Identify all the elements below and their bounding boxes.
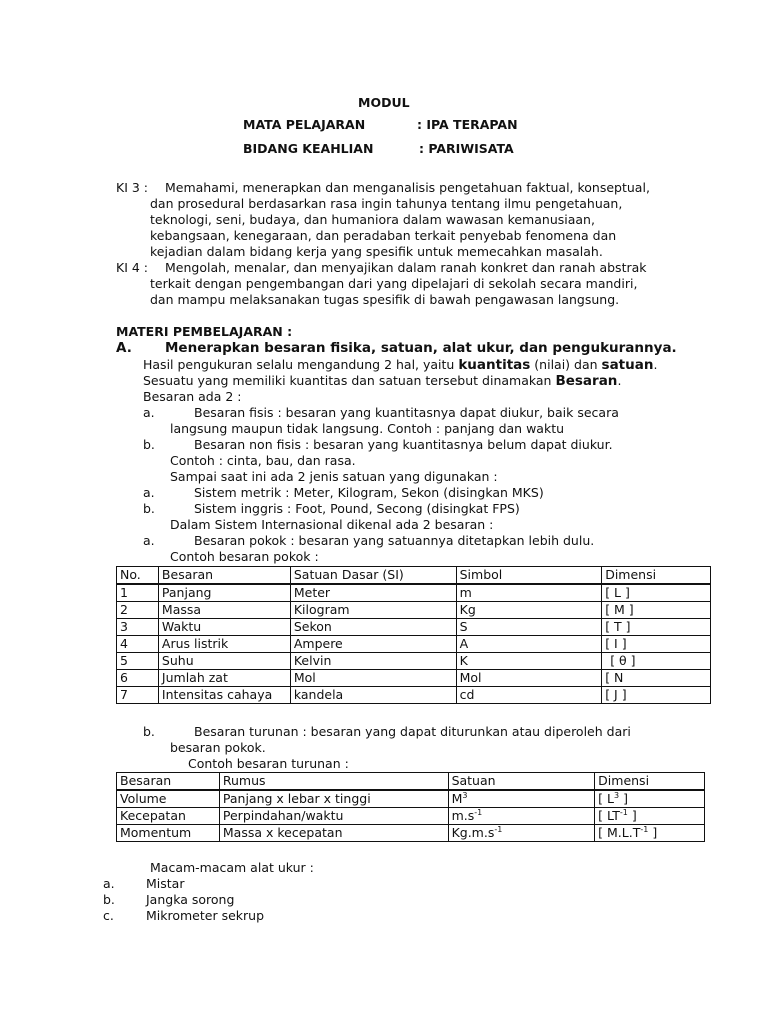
table-row <box>117 653 711 670</box>
table-row <box>117 636 711 653</box>
table-cell: Jumlah zat <box>158 670 290 687</box>
dim-close: ] <box>619 791 628 806</box>
table-cell: Volume <box>117 790 220 808</box>
table-cell <box>448 790 595 808</box>
table-row <box>117 584 711 602</box>
ki3-line: kejadian dalam bidang kerja yang spesifik untuk memecahkan masalah. <box>150 244 603 259</box>
table-cell: 7 <box>117 687 159 704</box>
unit-base: m.s <box>451 808 475 823</box>
ki4-label: KI 4 : <box>116 260 148 275</box>
dim-base: [ L <box>598 791 614 806</box>
pokok-example-label: Contoh besaran pokok : <box>170 549 319 564</box>
unit-exponent: 3 <box>462 791 468 800</box>
besaran-fisis: Besaran fisis : besaran yang kuantitasnya dapat diukur, baik secara <box>194 405 619 420</box>
dim-base: [ M.L.T <box>598 825 641 840</box>
list-label: a. <box>103 876 115 891</box>
table-cell: Mol <box>290 670 456 687</box>
subject-value: : IPA TERAPAN <box>417 117 518 132</box>
table-cell: A <box>456 636 602 653</box>
header-cell: No. <box>117 567 159 585</box>
field-value: : PARIWISATA <box>419 141 514 156</box>
alat-ukur-item: Jangka sorong <box>146 892 235 907</box>
alat-ukur-item: Mikrometer sekrup <box>146 908 265 923</box>
ki3-line: teknologi, seni, budaya, dan humaniora dalam wawasan kemanusiaan, <box>150 212 595 227</box>
table-cell: m <box>456 584 602 602</box>
besaran-non-fisis-cont: Contoh : cinta, bau, dan rasa. <box>170 453 356 468</box>
table-cell: [ M ] <box>602 602 711 619</box>
table-cell: [ L ] <box>602 584 711 602</box>
table-cell: Suhu <box>158 653 290 670</box>
ki4-line: terkait dengan pengembangan dari yang dipelajari di sekolah secara mandiri, <box>150 276 638 291</box>
ki3-line: dan prosedural berdasarkan rasa ingin tahunya tentang ilmu pengetahuan, <box>150 196 623 211</box>
header-cell: Rumus <box>219 773 448 791</box>
besaran-pokok-table <box>116 566 711 704</box>
unit-exponent: -1 <box>474 808 483 817</box>
materi-heading: MATERI PEMBELAJARAN : <box>116 324 293 339</box>
table-cell: 5 <box>117 653 159 670</box>
table-cell: Massa <box>158 602 290 619</box>
table-cell: Arus listrik <box>158 636 290 653</box>
module-title: MODUL <box>358 95 410 110</box>
field-label: BIDANG KEAHLIAN <box>243 141 374 156</box>
table-cell: [ I ] <box>602 636 711 653</box>
header-cell: Satuan <box>448 773 595 791</box>
list-label: b. <box>103 892 115 907</box>
table-cell: Meter <box>290 584 456 602</box>
table-cell <box>448 808 595 825</box>
table-cell <box>595 808 705 825</box>
besaran-non-fisis: Besaran non fisis : besaran yang kuantitasnya belum dapat diukur. <box>194 437 613 452</box>
besaran-ada-2: Besaran ada 2 : <box>143 389 242 404</box>
unit-base: Kg.m.s <box>451 825 495 840</box>
table-cell: Massa x kecepatan <box>219 825 448 842</box>
unit-exponent: -1 <box>494 825 503 834</box>
table-row <box>117 687 711 704</box>
turunan-example-label: Contoh besaran turunan : <box>188 756 349 771</box>
table-cell: 2 <box>117 602 159 619</box>
besaran-turunan: Besaran turunan : besaran yang dapat diturunkan atau diperoleh dari <box>194 724 631 739</box>
table-cell <box>595 825 705 842</box>
term-kuantitas: kuantitas <box>458 357 531 373</box>
header-cell: Besaran <box>117 773 220 791</box>
table-cell: Momentum <box>117 825 220 842</box>
ki4-line: Mengolah, menalar, dan menyajikan dalam ranah konkret dan ranah abstrak <box>165 260 647 275</box>
table-cell: [ θ ] <box>602 653 711 670</box>
dim-base: [ LT <box>598 808 620 823</box>
alat-ukur-item: Mistar <box>146 876 185 891</box>
list-label: b. <box>143 437 155 452</box>
table-row <box>117 808 705 825</box>
table-cell: Panjang <box>158 584 290 602</box>
list-label: b. <box>143 501 155 516</box>
table-header-row <box>117 773 705 791</box>
ki3-label: KI 3 : <box>116 180 148 195</box>
table-row <box>117 670 711 687</box>
header-cell: Simbol <box>456 567 602 585</box>
text: . <box>653 357 658 372</box>
term-satuan: satuan <box>601 357 654 373</box>
table-header-row <box>117 567 711 585</box>
text: Sesuatu yang memiliki kuantitas dan satuan tersebut dinamakan <box>143 373 556 388</box>
table-cell: Kecepatan <box>117 808 220 825</box>
list-label: a. <box>143 405 155 420</box>
table-cell: Kg <box>456 602 602 619</box>
dim-close: ] <box>648 825 658 840</box>
ki3-line: Memahami, menerapkan dan menganalisis pengetahuan faktual, konseptual, <box>165 180 650 195</box>
list-label: b. <box>143 724 155 739</box>
sistem-metrik: Sistem metrik : Meter, Kilogram, Sekon (disingkan MKS) <box>194 485 544 500</box>
table-cell: 6 <box>117 670 159 687</box>
paragraph-hasil-pengukuran <box>143 357 657 373</box>
table-cell: Mol <box>456 670 602 687</box>
table-cell: Perpindahan/waktu <box>219 808 448 825</box>
table-cell: Ampere <box>290 636 456 653</box>
table-row <box>117 790 705 808</box>
table-cell: Kelvin <box>290 653 456 670</box>
term-besaran: Besaran <box>555 373 618 389</box>
table-cell: 1 <box>117 584 159 602</box>
ki4-line: dan mampu melaksanakan tugas spesifik di bawah pengawasan langsung. <box>150 292 620 307</box>
section-a-label: A. <box>116 340 132 356</box>
besaran-turunan-cont: besaran pokok. <box>170 740 266 755</box>
table-cell: 3 <box>117 619 159 636</box>
alat-ukur-intro: Macam-macam alat ukur : <box>150 860 314 875</box>
dim-exponent: -1 <box>640 825 649 834</box>
besaran-turunan-table <box>116 772 705 842</box>
table-cell: cd <box>456 687 602 704</box>
table-row <box>117 602 711 619</box>
table-cell: S <box>456 619 602 636</box>
sistem-inggris: Sistem inggris : Foot, Pound, Secong (disingkat FPS) <box>194 501 520 516</box>
header-cell: Besaran <box>158 567 290 585</box>
table-cell: 4 <box>117 636 159 653</box>
table-cell: kandela <box>290 687 456 704</box>
list-label: a. <box>143 485 155 500</box>
table-cell: [ T ] <box>602 619 711 636</box>
text: Hasil pengukuran selalu mengandung 2 hal, yaitu <box>143 357 459 372</box>
table-row <box>117 619 711 636</box>
header-cell: Satuan Dasar (SI) <box>290 567 456 585</box>
table-cell: Panjang x lebar x tinggi <box>219 790 448 808</box>
unit-base: M <box>451 791 463 806</box>
dim-exponent: 3 <box>614 791 620 800</box>
table-cell: K <box>456 653 602 670</box>
dim-close: ] <box>627 808 637 823</box>
list-label: a. <box>143 533 155 548</box>
table-cell: Sekon <box>290 619 456 636</box>
header-cell: Dimensi <box>602 567 711 585</box>
ki3-line: kebangsaan, kenegaraan, dan peradaban terkait penyebab fenomena dan <box>150 228 617 243</box>
sistem-intro: Sampai saat ini ada 2 jenis satuan yang digunakan : <box>170 469 498 484</box>
table-row <box>117 825 705 842</box>
header-cell: Dimensi <box>595 773 705 791</box>
si-intro: Dalam Sistem Internasional dikenal ada 2 besaran : <box>170 517 494 532</box>
table-cell: [ N <box>602 670 711 687</box>
table-cell: Waktu <box>158 619 290 636</box>
table-cell: Kilogram <box>290 602 456 619</box>
subject-label: MATA PELAJARAN <box>243 117 366 132</box>
table-cell: [ J ] <box>602 687 711 704</box>
list-label: c. <box>103 908 114 923</box>
besaran-fisis-cont: langsung maupun tidak langsung. Contoh : panjang dan waktu <box>170 421 565 436</box>
text: (nilai) dan <box>530 357 602 372</box>
besaran-pokok: Besaran pokok : besaran yang satuannya ditetapkan lebih dulu. <box>194 533 595 548</box>
paragraph-besaran <box>143 373 621 389</box>
text: . <box>617 373 622 388</box>
section-a-title: Menerapkan besaran fisika, satuan, alat ukur, dan pengukurannya. <box>165 340 677 356</box>
table-cell <box>448 825 595 842</box>
table-cell: Intensitas cahaya <box>158 687 290 704</box>
dim-exponent: -1 <box>619 808 628 817</box>
table-cell <box>595 790 705 808</box>
